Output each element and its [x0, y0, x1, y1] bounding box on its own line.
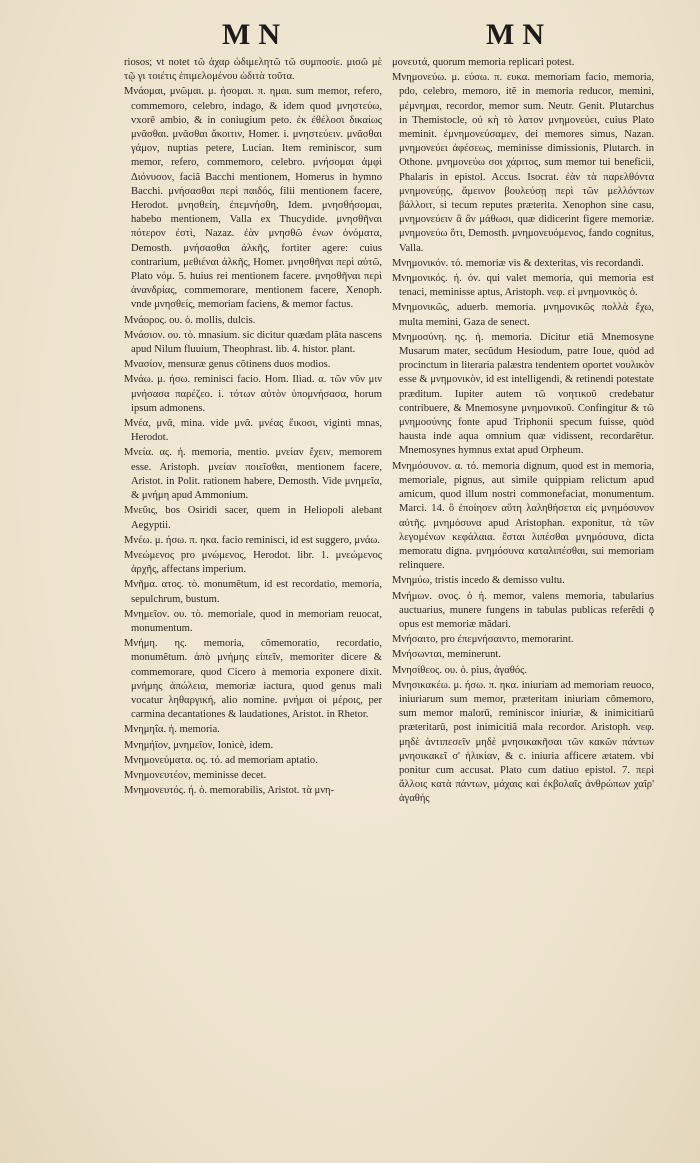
dictionary-entry: Μνημύω, tristis incedo & demisso vultu.: [392, 575, 565, 587]
dictionary-entry: Μνημονευτέον, meminisse decet.: [124, 769, 267, 781]
right-column: [392, 56, 654, 808]
dictionary-entry: riosos; vt notet τῶ ἀχαρ ὡδιμελητῶ τῶ συμποσίε. μισῶ μὲ τῷ γι τοιέτις ἐπιμελομένου ὡδιτὰ τοῦτα.: [124, 57, 382, 83]
dictionary-entry: Μνεία. ας. ἡ. memoria, mentio. μνείαν ἔχειν, memorem esse. Aristoph. μνείαν ποιεῖσθαι, mentionem facere, Aristot. in Polit. rationem habere, Demosth. Vide μνημεῖα, & μνήμη apud Ammonium.: [124, 447, 382, 502]
dictionary-entry: μονευτά, quorum memoria replicari potest.: [392, 57, 575, 68]
dictionary-entry: Μνεῦις, bos Osiridi sacer, quem in Heliopoli alebant Aegyptii.: [124, 505, 382, 531]
dictionary-entry: Μνασίον, mensuræ genus cõtinens duos modios.: [124, 359, 331, 371]
dictionary-entry: Μνάομαι, μνῶμαι. μ. ἠσομαι. π. ημαι. sum memor, refero, commemoro, celebro, indago, & idem quod μνηστεύω, vxorẽ ambio, & in coniugium peto. ἐκ ἐθέλοσι δικαίως μνᾶσθαι. μνᾶσθαι ἄκοιτιν, Homer. i. μνηστεύειν. μνᾶσθαι γάμον, nuptias petere, Lucian. Item reminiscor, sum memor, refero, commemoro, celebro. μνήσομαι ἀμφὶ Διόνυσον, faciã Bacchi mentionem, Homerus in hymno Bacchi. μνήσασθαι περὶ παιδός, filii mentionem facere, Herodot. μνησθείη, ἐπεμνήσθη, Idem. μνησθήσομαι, habebo mentionem, Valla ex Thucydide. μνησθῆναι πότερον ἐστὶ, Nazaz. ἐὰν μνησθῶ ἐνων ὀνόματα, Demosth. μνήσασθαι ἀλκῆς, fortiter agere: cuius contrarium, μεθιέναι ἀλκῆς, Homer. μνησθῆναι περὶ αὐτῶ, Plato νόμ. 5. huius rei mentionem facere. μνησθῆναι περὶ ἀνανδρίας, commemorare, mentionem facere, Xenoph. vnde μνησθείς, memoriam faciens, & memor factus.: [124, 86, 382, 311]
dictionary-entry: Μνημονευτός. ή. ὁ. memorabilis, Aristot. τὰ μνη-: [124, 785, 335, 797]
dictionary-entry: Μνησικακέω. μ. ήσω. π. ηκα. iniuriam ad memoriam reuoco, iniuriarum sum memor, præteritam iniuriam cõmemoro, sum memor malorũ, reminiscor iniuriæ, & inimicitiarũ præteritarũ, post inimicitiã mala recordor. Aristoph. νεφ. μηδὲ ἀντιπεσεῖν μηδὲ μνησικακῆσαι τῶν κακῶν πάντων μνησικακεῖ σ' ἡλικίαν, & c. iniuria afficere ætatem. vbi ponitur cum accusat. Plato cum datiuo epistol. 7. περὶ ἄλλοις κατὰ πάντων, μάχαις καὶ ἐκβολαῖς ἀνθρώπων χαῖρ' ἀγαθής: [392, 679, 654, 805]
dictionary-entry: Μνάω. μ. ήσω. reminisci facio. Hom. Iliad. α. τῶν νῦν μιν μνήσασα παρέζεο. i. τότων αὐτὸν ὑπομνήσασα, horum ipsum admonens.: [124, 374, 382, 414]
dictionary-entry: Μνήμη. ης. memoria, cõmemoratio, recordatio, monumẽtum. ἀπὸ μνήμης εἰπεῖν, memoriter dicere & commemorare, quod Cicero à memoria exponere dixit. μνήμης ἀπώλεια, memoriæ iactura, quod genus mali vocatur ληθαργική, alio nomine. μνήμαι οἱ μέροις, per carmina decantationes & laudationes, Aristot. in Rhetor.: [124, 638, 382, 721]
dictionary-entry: Μνεώμενος pro μνώμενος, Herodot. libr. 1. μνεώμενος ἀρχῆς, affectans imperium.: [124, 549, 382, 576]
dictionary-entry: Μνημόσυνον. α. τό. memoria dignum, quod est in memoria, memoriale, pignus, aut simile quippiam relictum apud amicum, quod illum nostri commonefaciat, monumentum. Marci. 14. ὃ ἐποίησεν αὕτη λαληθήσεται εἰς μνημόσυνον αὐτῆς. μνημόσυνα apud Aristophan. exponitur, τὰ τῶν λεγομένων κεφάλαια. ἔσται λιπέσθαι μνημόσυνα, dicta memoratu digna. μνημόσυνα καταλιπέσθαι, sui memoriam relinquere.: [392, 460, 654, 572]
dictionary-entry: Μνημονεύματα. ος. τό. ad memoriam aptatio.: [124, 754, 318, 766]
dictionary-entry: Μνημοσύνη. ης. ἡ. memoria. Dicitur etiã Mnemosyne Musarum mater, secũdum Hesiodum, patre Ioue, quòd ad procinctum in literaria palæstra tendentem oportet νουλικὸν esse & μνημονικὸν, id est intelligendi, & retinendi potestate præditum. Iupiter autem τῶ νοητικοῦ credebatur contribuere, & Mnemosyne μνημονικοῦ. Confingitur & τῶ μνημοσύνης fonte apud Triphonii specum fuisse, quòd hausta inde aqua omnium quæ vidissent, recordarẽtur. Mnemosynes hymnus extat apud Orpheum.: [392, 331, 654, 457]
left-column: [124, 56, 382, 799]
dictionary-entry: Μνημεῖον. ου. τὸ. memoriale, quod in memoriam reuocat, monumentum.: [124, 608, 382, 634]
dictionary-entry: Μνέω. μ. ήσω. π. ηκα. facio reminisci, id est suggero, μνάω.: [124, 534, 381, 546]
dictionary-entry: Μνήμων. ονος. ὁ ἡ. memor, valens memoria, tabularius auctuarius, munere fungens in tabulas publicas referẽdi ǭ opus est memoriæ mãdari.: [392, 590, 654, 630]
dictionary-entry: Μνήσωνται, meminerunt.: [392, 649, 502, 661]
dictionary-entry: Μνῆμα. ατος. τὸ. monumẽtum, id est recordatio, memoria, sepulchrum, bustum.: [124, 579, 382, 605]
dictionary-entry: Μνησίθεος. ου. ὁ. pius, ἀγαθός.: [392, 664, 528, 676]
dictionary-entry: Μνάσιον. ου. τὸ. mnasium. sic dicitur quædam plãta nascens apud Nilum fluuium, Theophrast. lib. 4. histor. plant.: [124, 329, 382, 356]
dictionary-entry: Μνημονεύω. μ. εύσω. π. ευκα. memoriam facio, memoria, pdo, celebro, memoro, itẽ in memoria reducor, memini, μέμνημαι, recordor, memor sum. Neutr. Genit. Plutarchus in Themistocle, οὐ κὴ τὸ λατον μνημονεύει, cuius Plato meminit. ἐμνημονεύσαμεν, dei memores simus, Nazan. μνημονεύει ἀφέσεως, meminisse dimissionis, Plutarch. in Othone. μνημονεύω σοι χάριτος, sum memor tui beneficii, Phalaris in epistol. Accus. Isocrat. ἐὰν τὰ παρελθόντα μνημονεύῃς, ἄμεινον βουλεύσῃ περὶ τῶν μελλόντων βάλλοιτ, si tecum reputes præterita. Xenophon sine casu, μνημονεύειν ἃ ἂν μάθωσι, quæ didicerint figere memoriæ. μνημονεύω ὅτι, Demosth. μνημονευόμενος, fando cognitus, Valla.: [392, 72, 654, 254]
dictionary-entry: Μνάορος. ου. ὁ. mollis, dulcis.: [124, 314, 256, 326]
dictionary-entry: Μνημονικός. ή. όν. qui valet memoria, qui memoria est tenaci, meminisse aptus, Aristoph. νεφ. εἰ μνημονικὸς ὁ.: [392, 273, 654, 299]
dictionary-entry: Μνημονικόν. τό. memoriæ vis & dexteritas, vis recordandi.: [392, 257, 644, 269]
dictionary-entry: Μνημονικῶς, aduerb. memoria. μνημονικῶς πολλὰ ἔχω, multa memini, Gaza de senect.: [392, 302, 654, 328]
running-head-left: MN: [222, 18, 288, 51]
running-head-right: MN: [486, 18, 552, 51]
dictionary-entry: Μνήσαιτο, pro ἐπεμνήσαιντο, memorarint.: [392, 634, 574, 646]
dictionary-entry: Μνημηΐα. ἡ. memoria.: [124, 724, 220, 736]
dictionary-entry: Μνημήϊον, μνημεῖον, Ionicè, idem.: [124, 739, 274, 751]
dictionary-entry: Μνέα, μνᾶ, mina. vide μνᾶ. μνέας ἔικοσι, viginti mnas, Herodot.: [124, 418, 382, 444]
